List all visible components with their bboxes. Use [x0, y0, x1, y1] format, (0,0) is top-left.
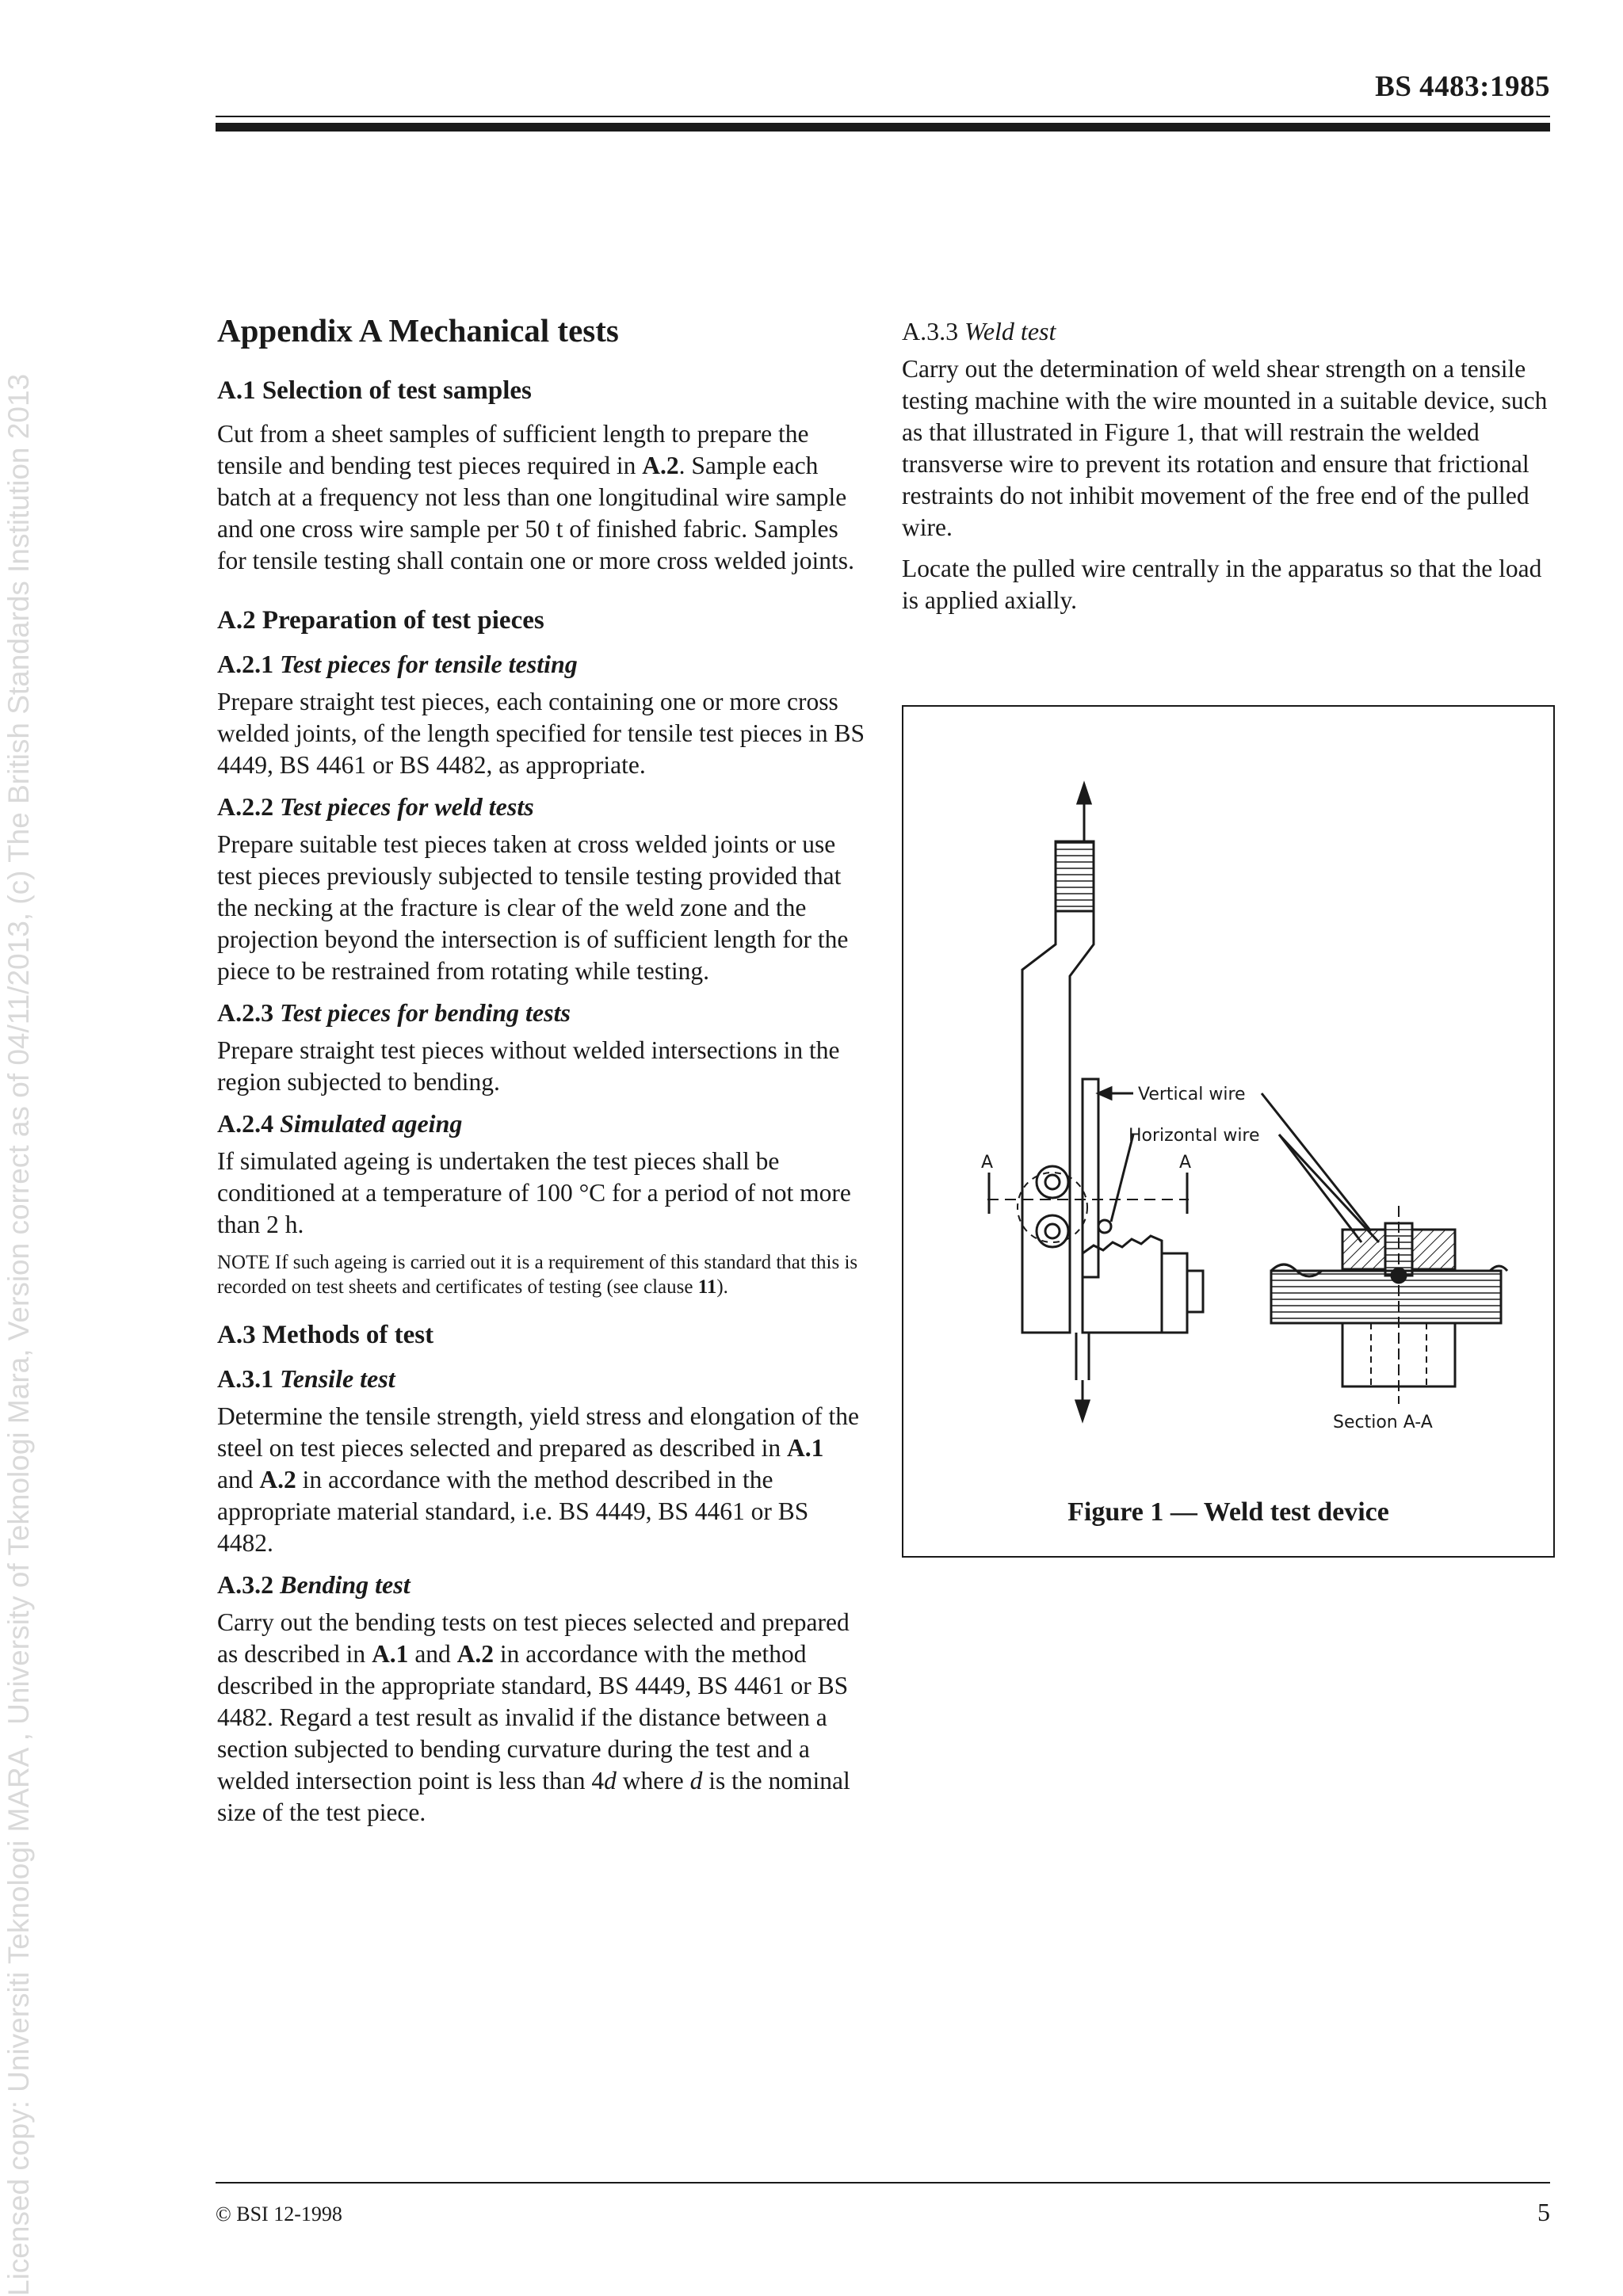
page-number: 5: [1537, 2198, 1550, 2226]
subsection-a23-heading: A.2.3 Test pieces for bending tests: [217, 998, 571, 1027]
footer-rule: [216, 2182, 1550, 2183]
footer-copyright: © BSI 12-1998: [216, 2203, 342, 2225]
subsection-a31-text: Determine the tensile strength, yield stress and elongation of the steel on test pieces selected and prepared as described in A.1 and A.2 in accordance with the method described in the appropriate material standard, i.e. BS 4449, BS 4461 or BS 4482.: [217, 1402, 860, 1557]
subsection-a21-text: Prepare straight test pieces, each containing one or more cross welded joints, of the length specified for tensile test pieces in BS 4449, BS 4461 or BS 4482, as appropriate.: [217, 688, 865, 779]
section-a2-heading: A.2 Preparation of test pieces: [217, 606, 544, 635]
figure-caption: Figure 1 — Weld test device: [1067, 1497, 1389, 1527]
appendix-title: Appendix A Mechanical tests: [217, 312, 619, 349]
subsection-a33-text-2: Locate the pulled wire centrally in the apparatus so that the load is applied axially.: [902, 555, 1542, 614]
figure-1: [902, 705, 1555, 1558]
left-column: [217, 311, 865, 1838]
subsection-a32-text: Carry out the bending tests on test pieces selected and prepared as described in A.1 and A.2 in accordance with the method described in the appropriate standard, BS 4449, BS 4461 or BS 4482. Regard a test result as invalid if the distance between a section subjected to bending curvature during the test and a welded intersection point is less than 4d where d is the nominal size of the test piece.: [217, 1608, 850, 1826]
section-a3-heading: A.3 Methods of test: [217, 1321, 434, 1349]
section-a1-heading: A.1 Selection of test samples: [217, 376, 532, 405]
subsection-a24-text: If simulated ageing is undertaken the test pieces shall be conditioned at a temperature of 100 °C for a period of not more than 2 h.: [217, 1147, 851, 1238]
label-section-a-left: A: [981, 1153, 994, 1173]
label-horizontal-wire: Horizontal wire: [1128, 1126, 1260, 1146]
subsection-a33-heading: A.3.3 Weld test: [902, 317, 1056, 345]
label-section-a-right: A: [1179, 1153, 1192, 1173]
ref-a2: A.2: [642, 452, 679, 479]
ageing-note: NOTE If such ageing is carried out it is a requirement of this standard that this is recorded on test sheets and certificates of testing (see clause 11).: [217, 1252, 858, 1298]
label-section-aa: Section A-A: [1333, 1413, 1433, 1432]
subsection-a33-text-1: Carry out the determination of weld shear strength on a tensile testing machine with the wire mounted in a suitable device, such as that illustrated in Figure 1, that will restrain the welded transverse wire to prevent its rotation and ensure that frictional restraints do not inhibit movement of the free end of the pulled wire.: [902, 355, 1548, 541]
label-vertical-wire: Vertical wire: [1138, 1085, 1246, 1104]
weld-test-device-drawing: [903, 707, 1556, 1483]
subsection-a22-text: Prepare suitable test pieces taken at cross welded joints or use test pieces previously subjected to tensile testing provided that the necking at the fracture is clear of the weld zone and the projection beyond the intersection is of sufficient length for the piece to be restrained from rotating while testing.: [217, 830, 849, 985]
header-rule-thin: [216, 116, 1550, 117]
header-rule-thick: [216, 123, 1550, 132]
subsection-a31-heading: A.3.1 Tensile test: [217, 1364, 395, 1393]
license-watermark: Licensed copy: Universiti Teknologi MARA , University of Teknologi Mara, Version correct as of 04/11/2013, (c) The British Standards Institution 2013: [2, 373, 35, 2296]
subsection-a24-heading: A.2.4 Simulated ageing: [217, 1109, 463, 1138]
section-a1-text: Cut from a sheet samples of sufficient length to prepare the tensile and bending test pieces required in A.2. Sample each batch at a frequency not less than one longitudinal wire sample and one cross wire sample per 50 t of finished fabric. Samples for tensile testing shall contain one or more cross welded joints.: [217, 420, 854, 574]
subsection-a32-heading: A.3.2 Bending test: [217, 1570, 411, 1599]
subsection-a23-text: Prepare straight test pieces without welded intersections in the region subjected to bending.: [217, 1036, 840, 1096]
document-number: BS 4483:1985: [1375, 71, 1550, 103]
subsection-a21-heading: A.2.1 Test pieces for tensile testing: [217, 650, 578, 678]
subsection-a22-heading: A.2.2 Test pieces for weld tests: [217, 792, 534, 821]
right-column: [902, 315, 1556, 626]
